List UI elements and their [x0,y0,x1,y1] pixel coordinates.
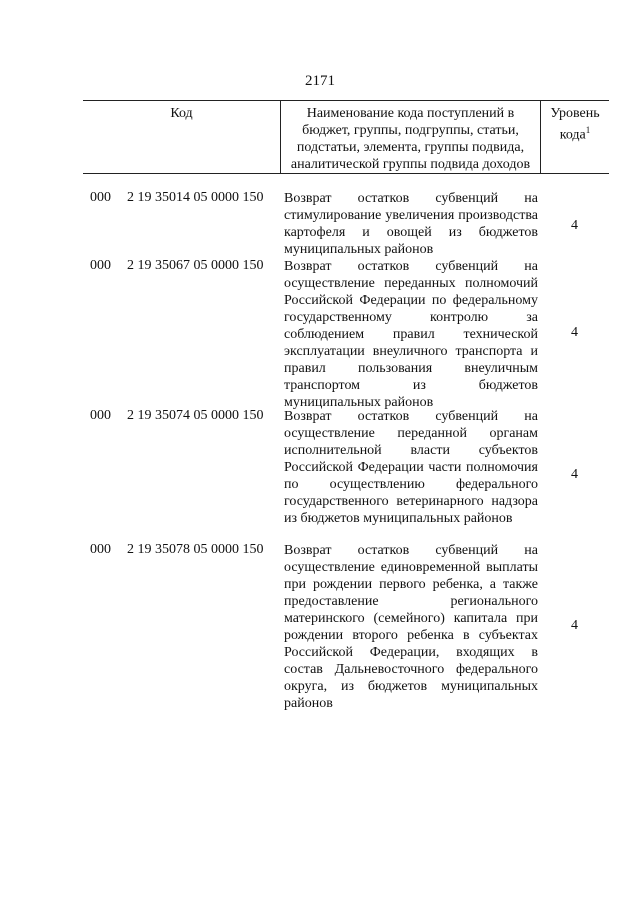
row-description: Возврат остатков субвенций на стимулирование увеличения производства картофеля и овощей из бюджетов муниципальных районов [284,191,538,257]
row-code: 2 19 35014 05 0000 150 [127,190,264,205]
row-prefix: 000 [90,190,111,205]
row-description: Возврат остатков субвенций на осуществление единовременной выплаты при рождении первого ребенка, а также предоставление регионального материнского (семейного) капитала при рождении второго ребенка в субъектах Российской Федерации, входящих в состав Дальневосточного федерального округа, из бюджетов муниципальных районов [284,543,538,711]
row-prefix: 000 [90,408,111,423]
page-number: 2171 [305,73,335,89]
header-level-footnote: 1 [585,125,591,135]
row-description: Возврат остатков субвенций на осуществление переданной органам исполнительной власти субъектов Российской Федерации части полномочия по осуществлению федерального государственного ветеринарного надзора из бюджетов муниципальных районов [284,409,538,526]
row-prefix: 000 [90,258,111,273]
header-level [541,105,609,144]
header-code: Код [170,106,193,121]
row-level: 4 [571,467,578,482]
row-code: 2 19 35067 05 0000 150 [127,258,264,273]
row-code: 2 19 35078 05 0000 150 [127,542,264,557]
row-description: Возврат остатков субвенций на осуществление переданных полномочий Российской Федерации по федеральному государственному контролю за соблюдением правил технической эксплуатации внеуличного транспорта и правил пользования внеуличным транспортом из бюджетов муниципальных районов [284,259,538,410]
table-header [83,100,609,174]
row-level: 4 [571,218,578,233]
row-code: 2 19 35074 05 0000 150 [127,408,264,423]
header-level-label: Уровень кода [550,106,600,143]
row-prefix: 000 [90,542,111,557]
header-name: Наименование кода поступлений в бюджет, группы, подгруппы, статьи, подстатьи, элемента, группы подвида, аналитической группы подвида доходов [290,106,531,172]
row-level: 4 [571,325,578,340]
row-level: 4 [571,618,578,633]
